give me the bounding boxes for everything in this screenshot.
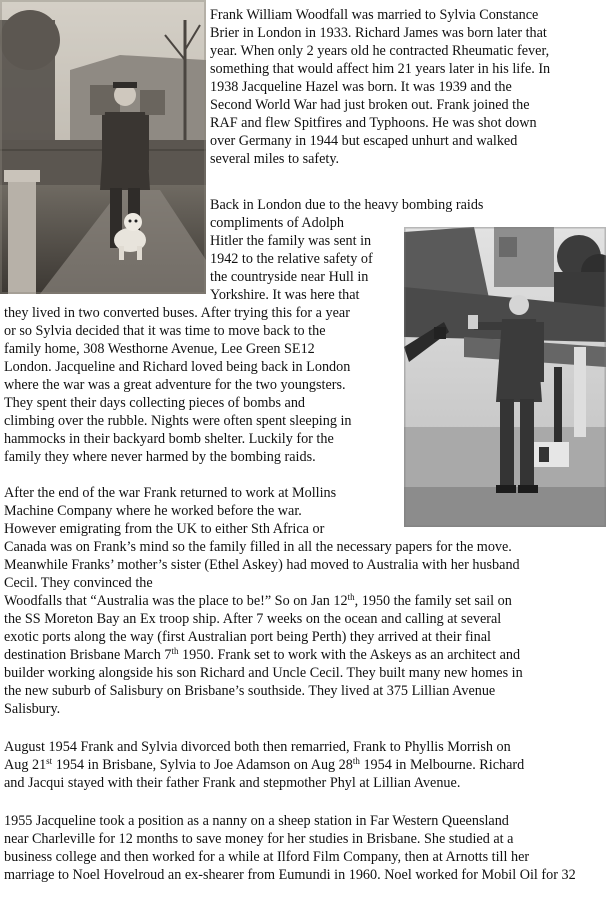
paragraph-3-line-10-start: destination Brisbane March 7 [4,647,172,663]
paragraph-3-line-10-end: 1950. Frank set to work with the Askeys as an architect and [178,647,521,663]
paragraph-2-line-6: Yorkshire. It was here that [210,287,360,303]
paragraph-3-line-1: After the end of the war Frank returned to work at Mollins [4,485,337,501]
paragraph-3-line-10 [4,646,520,664]
paragraph-1-line-5: 1938 Jacqueline Hazel was born. It was 1939 and the [210,79,512,95]
paragraph-2-line-13: climbing over the rubble. Nights were often spent sleeping in [4,413,352,429]
paragraph-2-line-12: They spent their days collecting pieces of bombs and [4,395,306,411]
paragraph-2-line-14: hammocks in their backyard bomb shelter. Luckily for the [4,431,334,447]
paragraph-2-line-3: Hitler the family was sent in [210,233,372,249]
paragraph-2-line-11: where the war was a great adventure for the two youngsters. [4,377,346,393]
paragraph-3-line-13: Salisbury. [4,701,61,717]
paragraph-1-line-9: several miles to safety. [210,151,340,167]
paragraph-3-line-2: Machine Company where he worked before the war. [4,503,302,519]
paragraph-2-line-1: Back in London due to the heavy bombing raids [210,197,484,213]
paragraph-2-line-10: London. Jacqueline and Richard loved being back in London [4,359,351,375]
paragraph-1-line-8: over Germany in 1944 but escaped unhurt and walked [210,133,518,149]
paragraph-3-line-7-end: , 1950 the family set sail on [354,593,512,609]
ordinal-suffix: th [352,756,360,766]
paragraph-3-line-12: the new suburb of Salisbury on Brisbane’s southside. They lived at 375 Lillian Avenue [4,683,496,699]
paragraph-3-line-7-start: Woodfalls that “Australia was the place to be!” So on Jan 12 [4,593,348,609]
paragraph-1-line-6: Second World War had just broken out. Frank joined the [210,97,530,113]
paragraph-3-line-11: builder working alongside his son Richard and Uncle Cecil. They built many new homes in [4,665,523,681]
paragraph-5-line-2: near Charleville for 12 months to save money for her studies in Brisbane. She studied at a [4,831,514,847]
paragraph-1-line-3: year. When only 2 years old he contracted Rheumatic fever, [210,43,550,59]
paragraph-3-line-8: the SS Moreton Bay an Ex troop ship. After 7 weeks on the ocean and calling at several [4,611,502,627]
paragraph-5-line-3: business college and then worked for a while at Ilford Film Company, then at Arnotts till her [4,849,530,865]
photo-man-with-dog-image [0,0,206,294]
paragraph-2-line-2: compliments of Adolph [210,215,344,231]
paragraph-3-line-3: However emigrating from the UK to either Sth Africa or [4,521,325,537]
paragraph-2-line-4: 1942 to the relative safety of [210,251,373,267]
ordinal-suffix: th [171,646,179,656]
paragraph-2-line-5: the countryside near Hull in [210,269,369,285]
paragraph-2-line-15: family they where never harmed by the bombing raids. [4,449,316,465]
paragraph-1-line-1: Frank William Woodfall was married to Sylvia Constance [210,7,539,23]
paragraph-1-line-2: Brier in London in 1933. Richard James was born later that [210,25,547,41]
paragraph-4-line-2-part-3: 1954 in Melbourne. Richard [359,757,525,773]
photo-airman-with-aircraft-image [404,227,606,527]
ordinal-suffix: th [347,592,355,602]
paragraph-4-line-2-part-2: 1954 in Brisbane, Sylvia to Joe Adamson on Aug 28 [52,757,353,773]
paragraph-1-line-7: RAF and flew Spitfires and Typhoons. He was shot down [210,115,537,131]
photo-airman-with-aircraft [404,227,606,527]
paragraph-5-line-1: 1955 Jacqueline took a position as a nanny on a sheep station in Far Western Queensland [4,813,509,829]
paragraph-2-line-8: or so Sylvia decided that it was time to move back to the [4,323,326,339]
paragraph-4-line-2-part-1: Aug 21 [4,757,47,773]
paragraph-3-line-9: exotic ports along the way (first Australian port being Perth) they arrived at their final [4,629,491,645]
paragraph-2-line-7: they lived in two converted buses. After trying this for a year [4,305,350,321]
paragraph-3-line-4: Canada was on Frank’s mind so the family filled in all the necessary papers for the move. [4,539,512,555]
ordinal-suffix: st [46,756,53,766]
paragraph-4-line-2 [4,756,524,774]
paragraph-4-line-3: and Jacqui stayed with their father Frank and stepmother Phyl at Lillian Avenue. [4,775,461,791]
paragraph-3-line-7 [4,592,512,610]
paragraph-2-line-9: family home, 308 Westhorne Avenue, Lee Green SE12 [4,341,315,357]
paragraph-3-line-6: Cecil. They convinced the [4,575,153,591]
paragraph-5-line-4: marriage to Noel Hovelroud an ex-shearer from Eumundi in 1960. Noel worked for Mobil Oil for 32 [4,867,576,883]
paragraph-3-line-5: Meanwhile Franks’ mother’s sister (Ethel Askey) had moved to Australia with her husband [4,557,520,573]
photo-man-with-dog [0,0,206,294]
paragraph-1-line-4: something that would affect him 21 years later in his life. In [210,61,551,77]
paragraph-4-line-1: August 1954 Frank and Sylvia divorced both then remarried, Frank to Phyllis Morrish on [4,739,511,755]
